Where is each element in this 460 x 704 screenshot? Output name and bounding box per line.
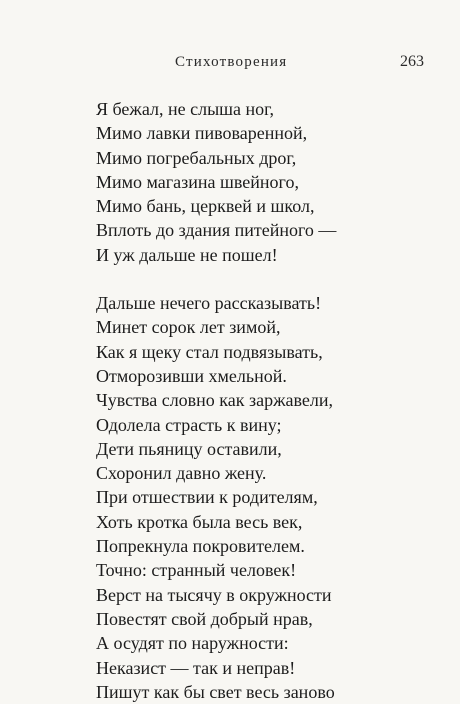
poem-line: Неказист — так и неправ! <box>96 657 296 678</box>
poem-line: Минет сорок лет зимой, <box>96 317 281 338</box>
poem-line: Мимо погребальных дрог, <box>96 147 297 168</box>
poem-line: Мимо лавки пивоваренной, <box>96 123 308 144</box>
poem-line: Отморозивши хмельной. <box>96 365 287 386</box>
poem-line: Как я щеку стал подвязывать, <box>96 341 323 362</box>
poem-line: Верст на тысячу в окружности <box>96 584 332 605</box>
stanza-1 <box>96 97 436 267</box>
poem-line: Схоронил давно жену. <box>96 463 267 484</box>
poem-line: Дети пьяницу оставили, <box>96 438 282 459</box>
poem-line: Точно: странный человек! <box>96 560 297 581</box>
running-title: Стихотворения <box>175 54 288 70</box>
poem-line: Дальше нечего рассказывать! <box>96 293 322 314</box>
poem-line: Одолела страсть к вину; <box>96 414 282 435</box>
poem-line: Пишут как бы свет весь заново <box>96 681 335 702</box>
poem-line: А осудят по наружности: <box>96 633 289 654</box>
poem-line: Хоть кротка была весь век, <box>96 511 303 532</box>
poem-line: Повестят свой добрый нрав, <box>96 608 313 629</box>
poem-line: Мимо магазина швейного, <box>96 171 299 192</box>
poem-line: При отшествии к родителям, <box>96 487 318 508</box>
poem-line: Я бежал, не слыша ног, <box>96 99 275 119</box>
page-header <box>0 54 460 74</box>
poem-line: Чувства словно как заржавели, <box>96 390 334 411</box>
poem-line: Попрекнула покровителем. <box>96 536 305 557</box>
stanza-2 <box>96 291 436 704</box>
poem-line: И уж дальше не пошел! <box>96 244 278 265</box>
page-number: 263 <box>400 53 424 70</box>
poem-line: Вплоть до здания питейного — <box>96 220 337 241</box>
poem-body <box>96 97 436 704</box>
poem-line: Мимо бань, церквей и школ, <box>96 196 315 217</box>
